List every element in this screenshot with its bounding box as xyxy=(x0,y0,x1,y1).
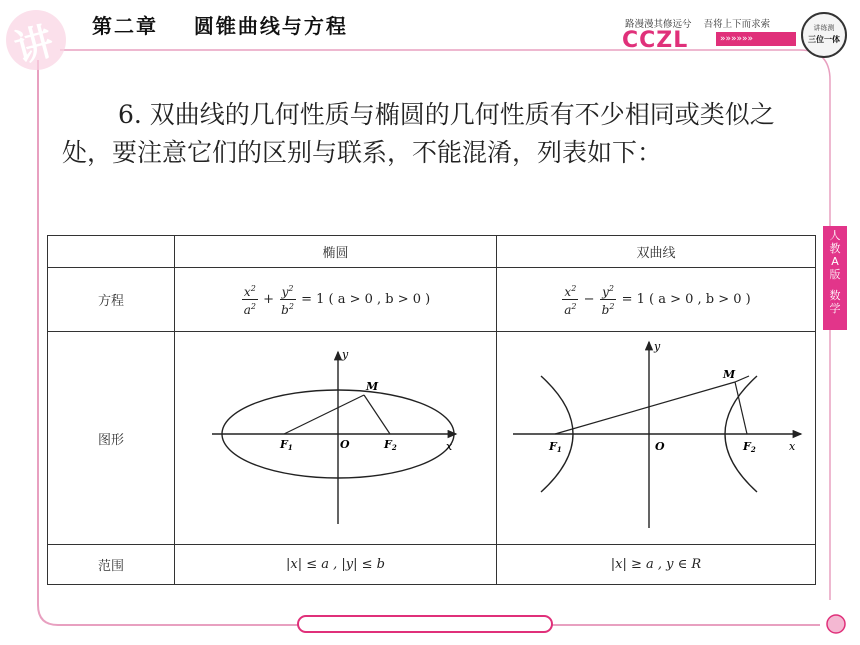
side-tab-char: 版 xyxy=(829,268,841,281)
badge-line2: 三位一体 xyxy=(808,35,840,44)
row-label-figure: 图形 xyxy=(48,332,175,545)
corner-logo-char: 讲 xyxy=(9,17,58,72)
ellipse-range: |x| ≤ a , |y| ≤ b xyxy=(175,545,497,585)
label-y: y xyxy=(654,340,661,353)
logo-arrows: »»»»»» xyxy=(716,32,796,46)
hyperbola-eq-op: − xyxy=(583,292,595,307)
comparison-table xyxy=(47,235,816,585)
row-label-equation: 方程 xyxy=(48,268,175,332)
segment-m-ext xyxy=(735,376,749,382)
table-row-equation xyxy=(48,268,816,332)
table-row-figure xyxy=(48,332,816,545)
side-tab-char: 学 xyxy=(829,302,841,315)
label-x: x xyxy=(445,440,452,453)
header-empty-cell xyxy=(48,236,175,268)
table-header-row xyxy=(48,236,816,268)
side-tab-char: 数 xyxy=(829,289,841,302)
table-row-range xyxy=(48,545,816,585)
side-tab xyxy=(823,226,847,330)
ellipse-eq-op: + xyxy=(263,292,275,307)
label-y: y xyxy=(341,348,348,361)
col-header-ellipse: 椭圆 xyxy=(175,236,497,268)
logo-text: CCZL xyxy=(622,28,689,53)
chapter-title: 第二章 圆锥曲线与方程 xyxy=(92,14,348,38)
badge-line1: 讲练测 xyxy=(813,24,835,32)
footer-pill xyxy=(297,615,553,633)
hyperbola-figure-cell xyxy=(497,332,816,545)
badge-seal xyxy=(801,12,847,58)
hyperbola-figure xyxy=(497,332,815,540)
intro-paragraph: 6. 双曲线的几何性质与椭圆的几何性质有不少相同或类似之处，要注意它们的区别与联系，不能混淆，列表如下： xyxy=(62,100,775,167)
label-o: O xyxy=(339,438,350,451)
row-label-range: 范围 xyxy=(48,545,175,585)
hyperbola-eq-rhs: = 1 ( a > 0 , b > 0 ) xyxy=(621,292,751,307)
segment-f1-m xyxy=(555,382,735,434)
ellipse-figure-cell xyxy=(175,332,497,545)
side-tab-char: 人 xyxy=(829,229,841,242)
label-f2: F2 xyxy=(383,438,397,452)
ellipse-eq-rhs: = 1 ( a > 0 , b > 0 ) xyxy=(301,292,431,307)
hyperbola-equation: $\frac{x^2}{a^2}$ − $\frac{y^2}{b^2}$ = 1 ( a > 0 , b > 0 ) xyxy=(497,268,816,332)
label-f2: F2 xyxy=(743,440,756,454)
side-tab-char: 教 xyxy=(829,242,841,255)
ellipse-equation: $\frac{x^2}{a^2}$ + $\frac{y^2}{b^2}$ = 1 ( a > 0 , b > 0 ) xyxy=(175,268,497,332)
label-f1: F1 xyxy=(279,438,293,452)
segment-f1-m xyxy=(284,395,364,434)
col-header-hyperbola: 双曲线 xyxy=(497,236,816,268)
label-f1: F1 xyxy=(549,440,562,454)
label-x: x xyxy=(789,440,796,453)
side-tab-char: A xyxy=(831,255,839,268)
logo-slogan: 路漫漫其修远兮 吾将上下而求索 xyxy=(625,19,771,30)
ellipse-figure xyxy=(176,332,496,540)
label-o: O xyxy=(655,440,665,453)
label-m: M xyxy=(365,380,378,393)
segment-m-f2 xyxy=(364,395,390,434)
segment-m-f2 xyxy=(735,382,747,434)
hyperbola-range: |x| ≥ a , y ∈ R xyxy=(497,545,816,585)
label-m: M xyxy=(723,368,736,381)
